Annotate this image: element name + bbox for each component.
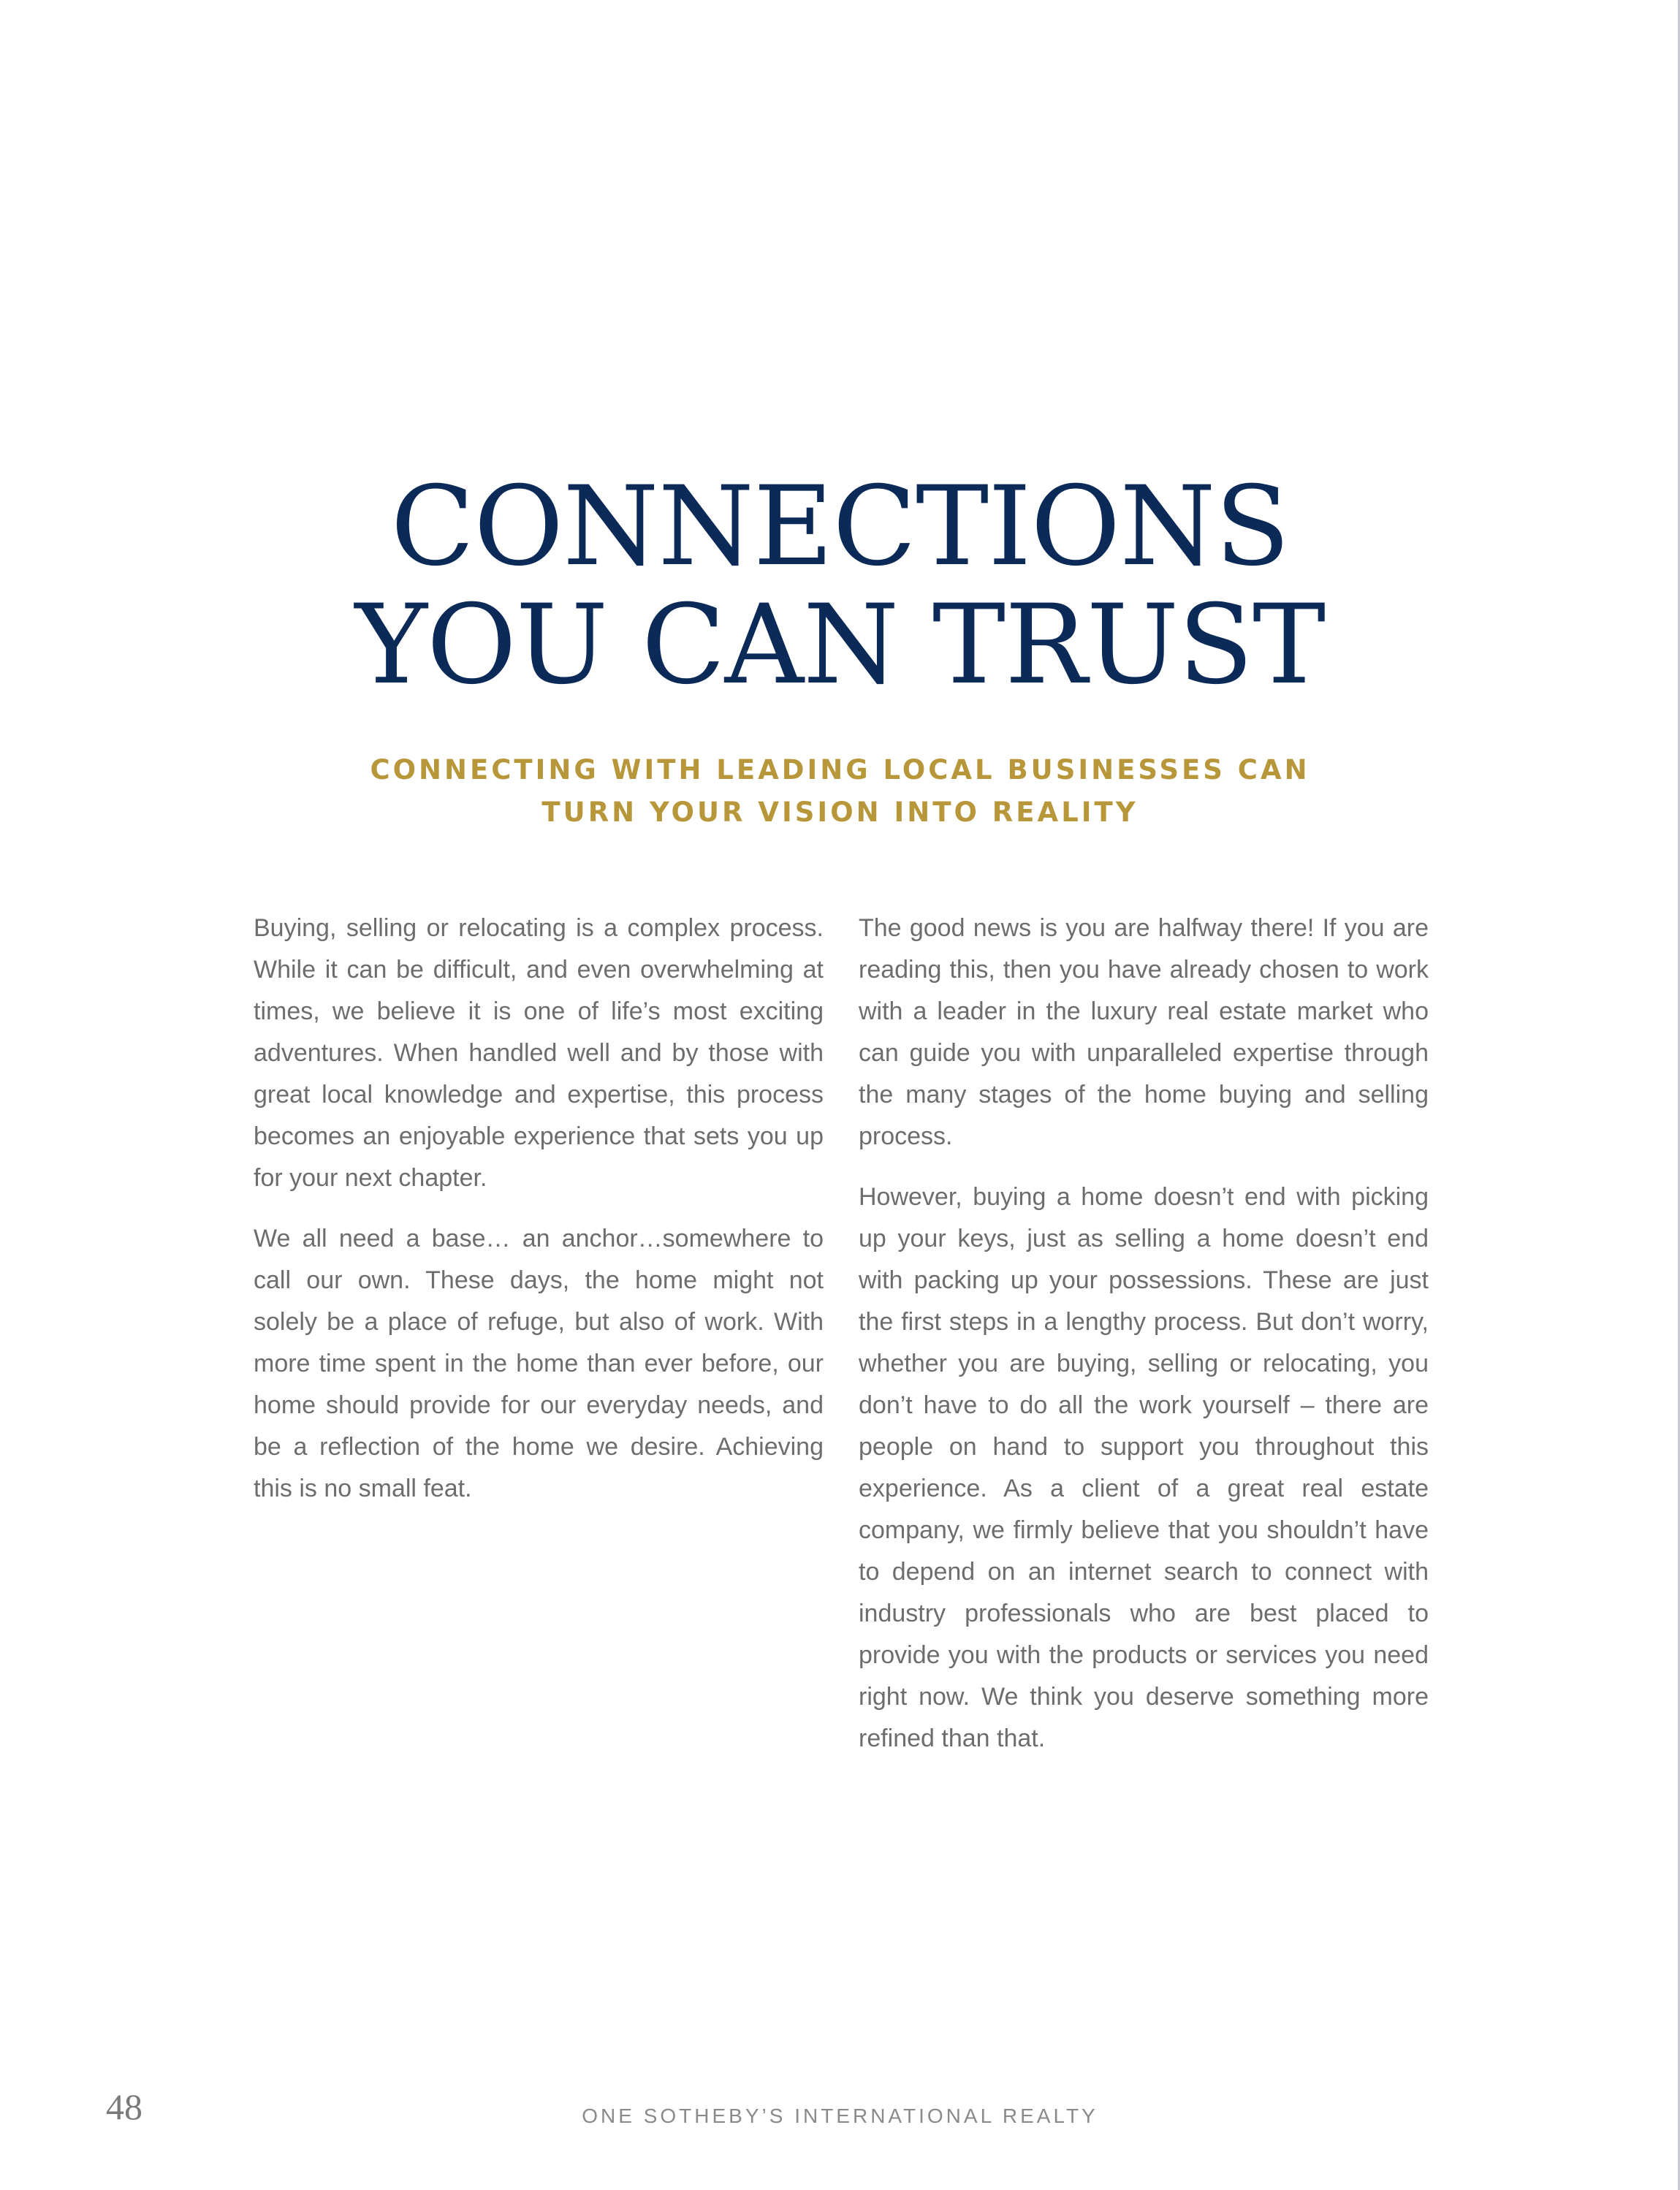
page-subtitle-line-2: TURN YOUR VISION INTO REALITY	[541, 796, 1139, 828]
body-paragraph: Buying, selling or relocating is a complex process. While it can be difficult, and even overwhelming at times, we believe it is one of life’s most exciting adventures. When handled well and by those with great local knowledge and expertise, this process becomes an enjoyable experience that sets you up for your next chapter.	[254, 914, 824, 1192]
body-column-left	[254, 908, 824, 1529]
footer-publisher: ONE SOTHEBY’S INTERNATIONAL REALTY	[582, 2105, 1098, 2127]
page-title-line-2: YOU CAN TRUST	[354, 582, 1326, 709]
body-paragraph: However, buying a home doesn’t end with picking up your keys, just as selling a home doesn’t end with packing up your possessions. These are just the first steps in a lengthy process. But don’t worry, whether you are buying, selling or relocating, you don’t have to do all the work yourself – there are people on hand to support you throughout this experience. As a client of a great real estate company, we firmly believe that you shouldn’t have to depend on an internet search to connect with industry professionals who are best placed to provide you with the products or services you need right now. We think you deserve something more refined than that.	[859, 1183, 1429, 1752]
body-column-right	[859, 908, 1429, 1779]
body-paragraph: The good news is you are halfway there! If you are reading this, then you have already chosen to work with a leader in the luxury real estate market who can guide you with unparalleled expertise through the many stages of the home buying and selling process.	[859, 914, 1429, 1150]
page-subtitle-line-1: CONNECTING WITH LEADING LOCAL BUSINESSES CAN	[370, 754, 1310, 786]
page-number: 48	[106, 2086, 142, 2127]
page-title	[0, 463, 1680, 709]
page-title-line-1: CONNECTIONS	[390, 463, 1290, 590]
body-paragraph: We all need a base… an anchor…somewhere to call our own. These days, the home might not solely be a place of refuge, but also of work. With more time spent in the home than ever before, our home should provide for our everyday needs, and be a reflection of the home we desire. Achieving this is no small feat.	[254, 1225, 824, 1502]
page-subtitle	[0, 749, 1680, 834]
